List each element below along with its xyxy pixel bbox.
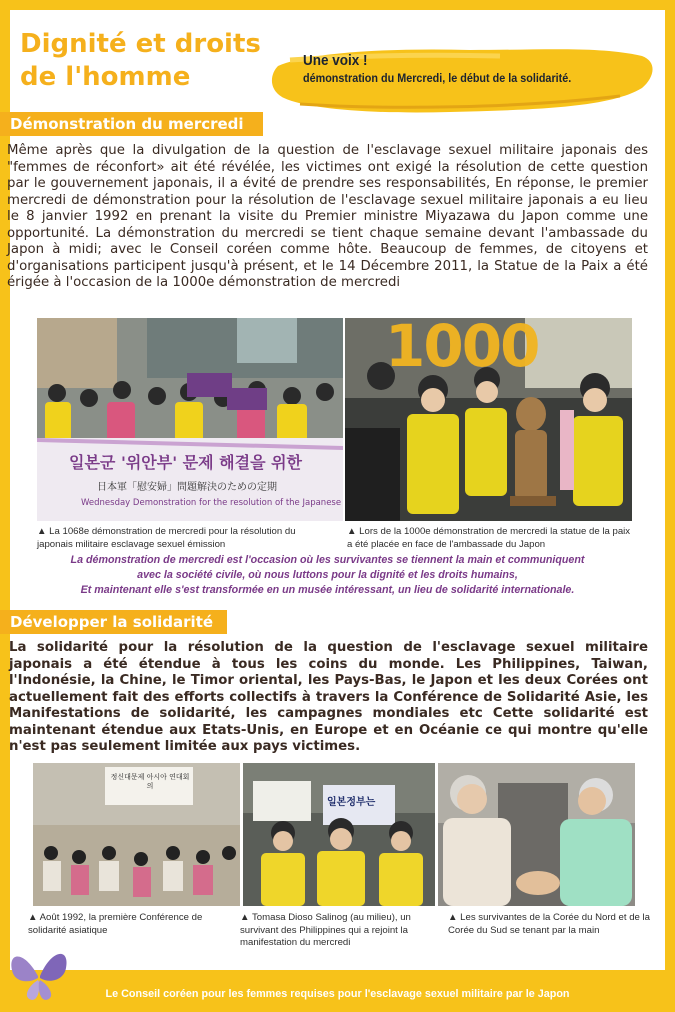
voice-subtitle: démonstration du Mercredi, le début de la solidarité. <box>303 71 572 85</box>
banner-english: Wednesday Demonstration for the resolution of the Japanese <box>81 498 342 508</box>
photo2-caption: ▲ Lors de la 1000e démonstration de mercredi la statue de la paix a été placée en face de l'ambassade du Japon <box>347 526 631 550</box>
voice-title: Une voix ! <box>303 52 368 69</box>
conference-banner-text: 정신대문제 아시아 연대회의 <box>110 773 190 790</box>
photo-1068th-demonstration <box>37 318 343 521</box>
photo3-caption: ▲ Août 1992, la première Conférence de solidarité asiatique <box>28 912 203 936</box>
quote-line-3: Et maintenant elle s'est transformée en un musée intéressant, un lieu de solidarité internationale. <box>80 584 575 596</box>
quote-line-2: avec la société civile, où nous luttons pour la dignité et les droits humains, <box>137 569 518 581</box>
footer-organization: Le Conseil coréen pour les femmes requises pour l'esclavage sexuel militaire par le Japon <box>105 988 570 1000</box>
page-title <box>20 28 261 94</box>
section1-paragraph: Même après que la divulgation de la question de l'esclavage sexuel militaire japonais des "femmes de réconfort» ait été révélée, les victimes ont exigé la résolution de cette question par le gouvernement japonais, il a évité de prendre ses responsabilités, En réponse, le premier mercredi de démonstration pour la résolution de l'esclavage sexuel militaire japonais a eu lieu le 8 janvier 1992 en prenant la visite du Premier ministre Miyazawa du Japon comme une opportunité. La démonstration du mercredi se tient chaque semaine devant l'ambassade du Japon à midi; avec le Conseil coréen comme hôte. Beaucoup de femmes, de citoyens et d'organisations participent jusqu'à présent, et le 14 Décembre 2011, la Statue de la Paix a été érigée à l'occasion de la 1000e démonstration de mercredi <box>7 143 648 290</box>
photo-asian-solidarity-conference <box>33 763 240 906</box>
photo-tomasa-salinog <box>243 763 435 906</box>
photo5-caption: ▲ Les survivantes de la Corée du Nord et de la Corée du Sud se tenant par la main <box>448 912 651 936</box>
sign-1000: 1000 <box>385 318 539 380</box>
photo4-caption: ▲ Tomasa Dioso Salinog (au milieu), un survivant des Philippines qui a rejoint la manifestation du mercredi <box>240 912 411 948</box>
protest-sign-text: 일본정부는 <box>327 797 376 808</box>
title-line-2: de l'homme <box>20 62 191 92</box>
photo1-caption: ▲ La 1068e démonstration de mercredi pour la résolution du japonais militaire esclavage sexuel émission <box>37 526 296 550</box>
section-heading-wednesday: Démonstration du mercredi <box>0 112 263 136</box>
photo-1000th-demonstration-statue <box>345 318 632 521</box>
quote-line-1: La démonstration de mercredi est l'occasion où les survivantes se tiennent la main et communiquent <box>70 554 585 566</box>
section2-paragraph: La solidarité pour la résolution de la question de l'esclavage sexuel militaire japonais a été étendue à tous les coins du monde. Les Philippines, Taiwan, l'Indonésie, la Chine, le Timor oriental, les Pays-Bas, le Japon et les deux Corées ont actuellement fait des efforts collectifs à travers la Conférence de Solidarité Asie, les Manifestations de solidarité, les campagnes mondiales etc Cette solidarité est maintenant étendue aux Etats-Unis, en Europe et en Océanie ce qui montre qu'elle n'est pas seulement limitée aux pays victimes. <box>9 640 648 754</box>
banner-japanese: 日本軍「慰安婦」問題解決のための定期 <box>97 482 277 493</box>
title-line-1: Dignité et droits <box>20 29 261 59</box>
highlight-quote <box>30 553 625 598</box>
voice-callout <box>303 52 601 85</box>
photo-korean-survivors-hands <box>438 763 635 906</box>
section-heading-solidarity: Développer la solidarité <box>0 610 227 634</box>
banner-korean: 일본군 '위안부' 문제 해결을 위한 <box>69 453 303 472</box>
